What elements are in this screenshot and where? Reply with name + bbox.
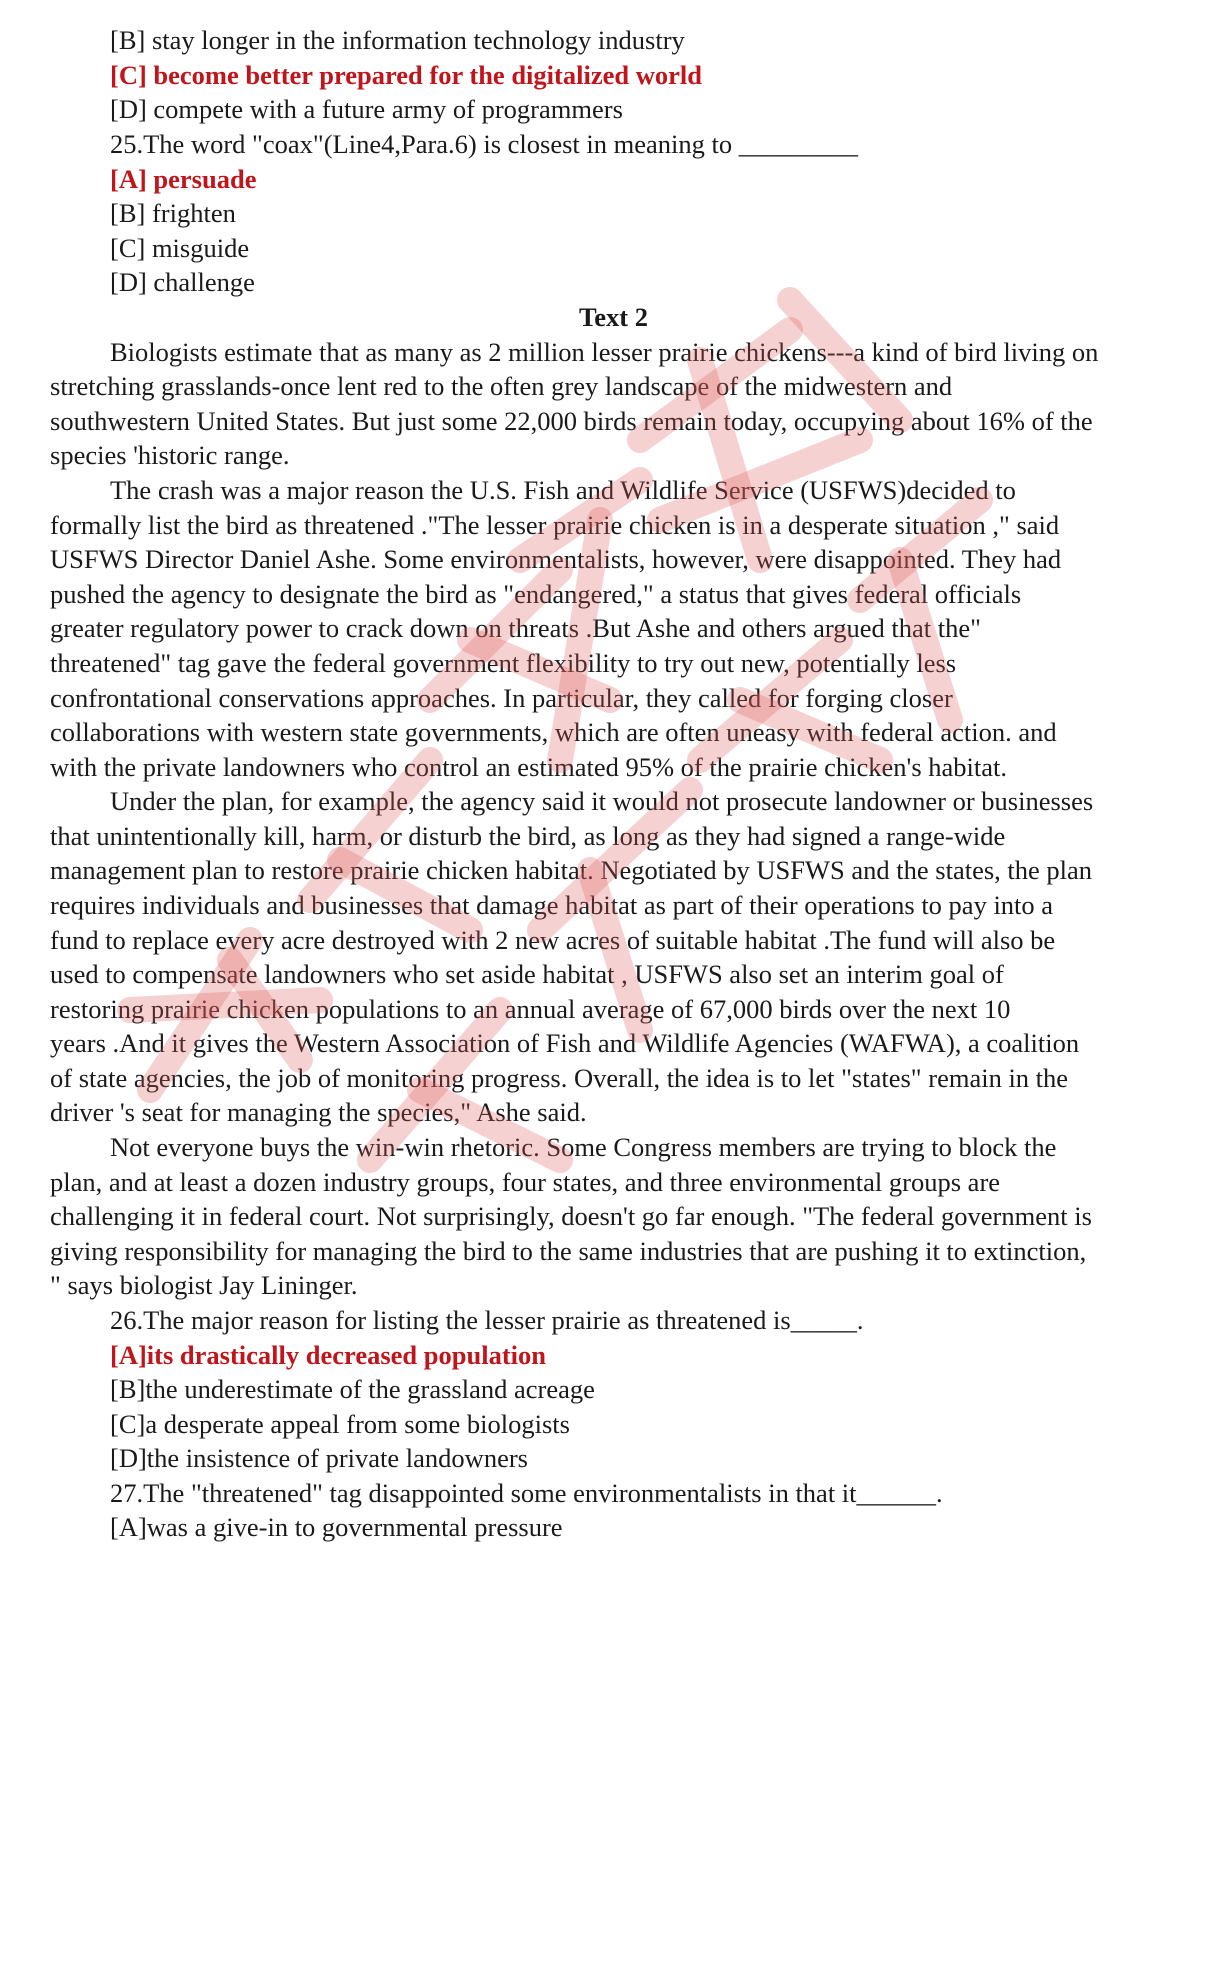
- q25-option-b: [B] frighten: [110, 198, 236, 228]
- passage-line: pushed the agency to designate the bird as "endangered," a status that gives federal officials: [50, 579, 1022, 609]
- passage-line: restoring prairie chicken populations to an annual average of 67,000 birds over the next 10: [50, 994, 1011, 1024]
- q25-stem: 25.The word "coax"(Line4,Para.6) is closest in meaning to _________: [110, 129, 859, 159]
- q25-option-c: [C] misguide: [110, 233, 250, 263]
- passage-line: " says biologist Jay Lininger.: [50, 1270, 358, 1300]
- passage-line: fund to replace every acre destroyed with 2 new acres of suitable habitat .The fund will also be: [50, 925, 1056, 955]
- q24-option-b: [B] stay longer in the information technology industry: [110, 25, 685, 55]
- passage-line: stretching grasslands-once lent red to the often grey landscape of the midwestern and: [50, 371, 953, 401]
- passage-line: formally list the bird as threatened ."The lesser prairie chicken is in a desperate situation ," said: [50, 510, 1060, 540]
- q24-option-c-answer: [C] become better prepared for the digitalized world: [110, 60, 702, 90]
- passage-line: The crash was a major reason the U.S. Fish and Wildlife Service (USFWS)decided to: [110, 475, 1016, 505]
- passage-line: greater regulatory power to crack down on threats .But Ashe and others argued that the": [50, 613, 981, 643]
- passage-line: years .And it gives the Western Association of Fish and Wildlife Agencies (WAFWA), a coalition: [50, 1028, 1080, 1058]
- passage-line: giving responsibility for managing the bird to the same industries that are pushing it to extinction,: [50, 1236, 1087, 1266]
- q26-option-b: [B]the underestimate of the grassland acreage: [110, 1374, 595, 1404]
- passage-line: confrontational conservations approaches. In particular, they called for forging closer: [50, 683, 953, 713]
- q26-stem: 26.The major reason for listing the lesser prairie as threatened is_____.: [110, 1305, 864, 1335]
- q26-option-d: [D]the insistence of private landowners: [110, 1443, 528, 1473]
- passage-line: of state agencies, the job of monitoring progress. Overall, the idea is to let "states" remain in the: [50, 1063, 1069, 1093]
- text2-title: Text 2: [579, 302, 648, 332]
- passage-line: with the private landowners who control an estimated 95% of the prairie chicken's habitat.: [50, 752, 1008, 782]
- q24-option-d: [D] compete with a future army of programmers: [110, 94, 623, 124]
- q27-stem: 27.The "threatened" tag disappointed some environmentalists in that it______.: [110, 1478, 943, 1508]
- passage-line: used to compensate landowners who set aside habitat , USFWS also set an interim goal of: [50, 959, 1004, 989]
- passage-line: management plan to restore prairie chicken habitat. Negotiated by USFWS and the states, the plan: [50, 855, 1093, 885]
- passage-line: Biologists estimate that as many as 2 million lesser prairie chickens---a kind of bird living on: [110, 337, 1099, 367]
- passage-line: collaborations with western state governments, which are often uneasy with federal action. and: [50, 717, 1057, 747]
- q25-option-a-answer: [A] persuade: [110, 164, 257, 194]
- passage-line: challenging it in federal court. Not surprisingly, doesn't go far enough. "The federal government is: [50, 1201, 1092, 1231]
- passage-line: Not everyone buys the win-win rhetoric. Some Congress members are trying to block the: [110, 1132, 1057, 1162]
- passage-line: that unintentionally kill, harm, or disturb the bird, as long as they had signed a range-wide: [50, 821, 1006, 851]
- passage-line: Under the plan, for example, the agency said it would not prosecute landowner or businesses: [110, 786, 1094, 816]
- passage-line: plan, and at least a dozen industry groups, four states, and three environmental groups are: [50, 1167, 1001, 1197]
- passage-line: driver 's seat for managing the species," Ashe said.: [50, 1097, 587, 1127]
- passage-line: requires individuals and businesses that damage habitat as part of their operations to pay into a: [50, 890, 1054, 920]
- passage-line: USFWS Director Daniel Ashe. Some environmentalists, however, were disappointed. They had: [50, 544, 1062, 574]
- q25-option-d: [D] challenge: [110, 267, 255, 297]
- q26-option-a-answer: [A]its drastically decreased population: [110, 1340, 547, 1370]
- q27-option-a: [A]was a give-in to governmental pressure: [110, 1512, 563, 1542]
- passage-line: threatened" tag gave the federal government flexibility to try out new, potentially less: [50, 648, 957, 678]
- passage-line: species 'historic range.: [50, 440, 290, 470]
- q26-option-c: [C]a desperate appeal from some biologists: [110, 1409, 570, 1439]
- passage-line: southwestern United States. But just some 22,000 birds remain today, occupying about 16% of the: [50, 406, 1093, 436]
